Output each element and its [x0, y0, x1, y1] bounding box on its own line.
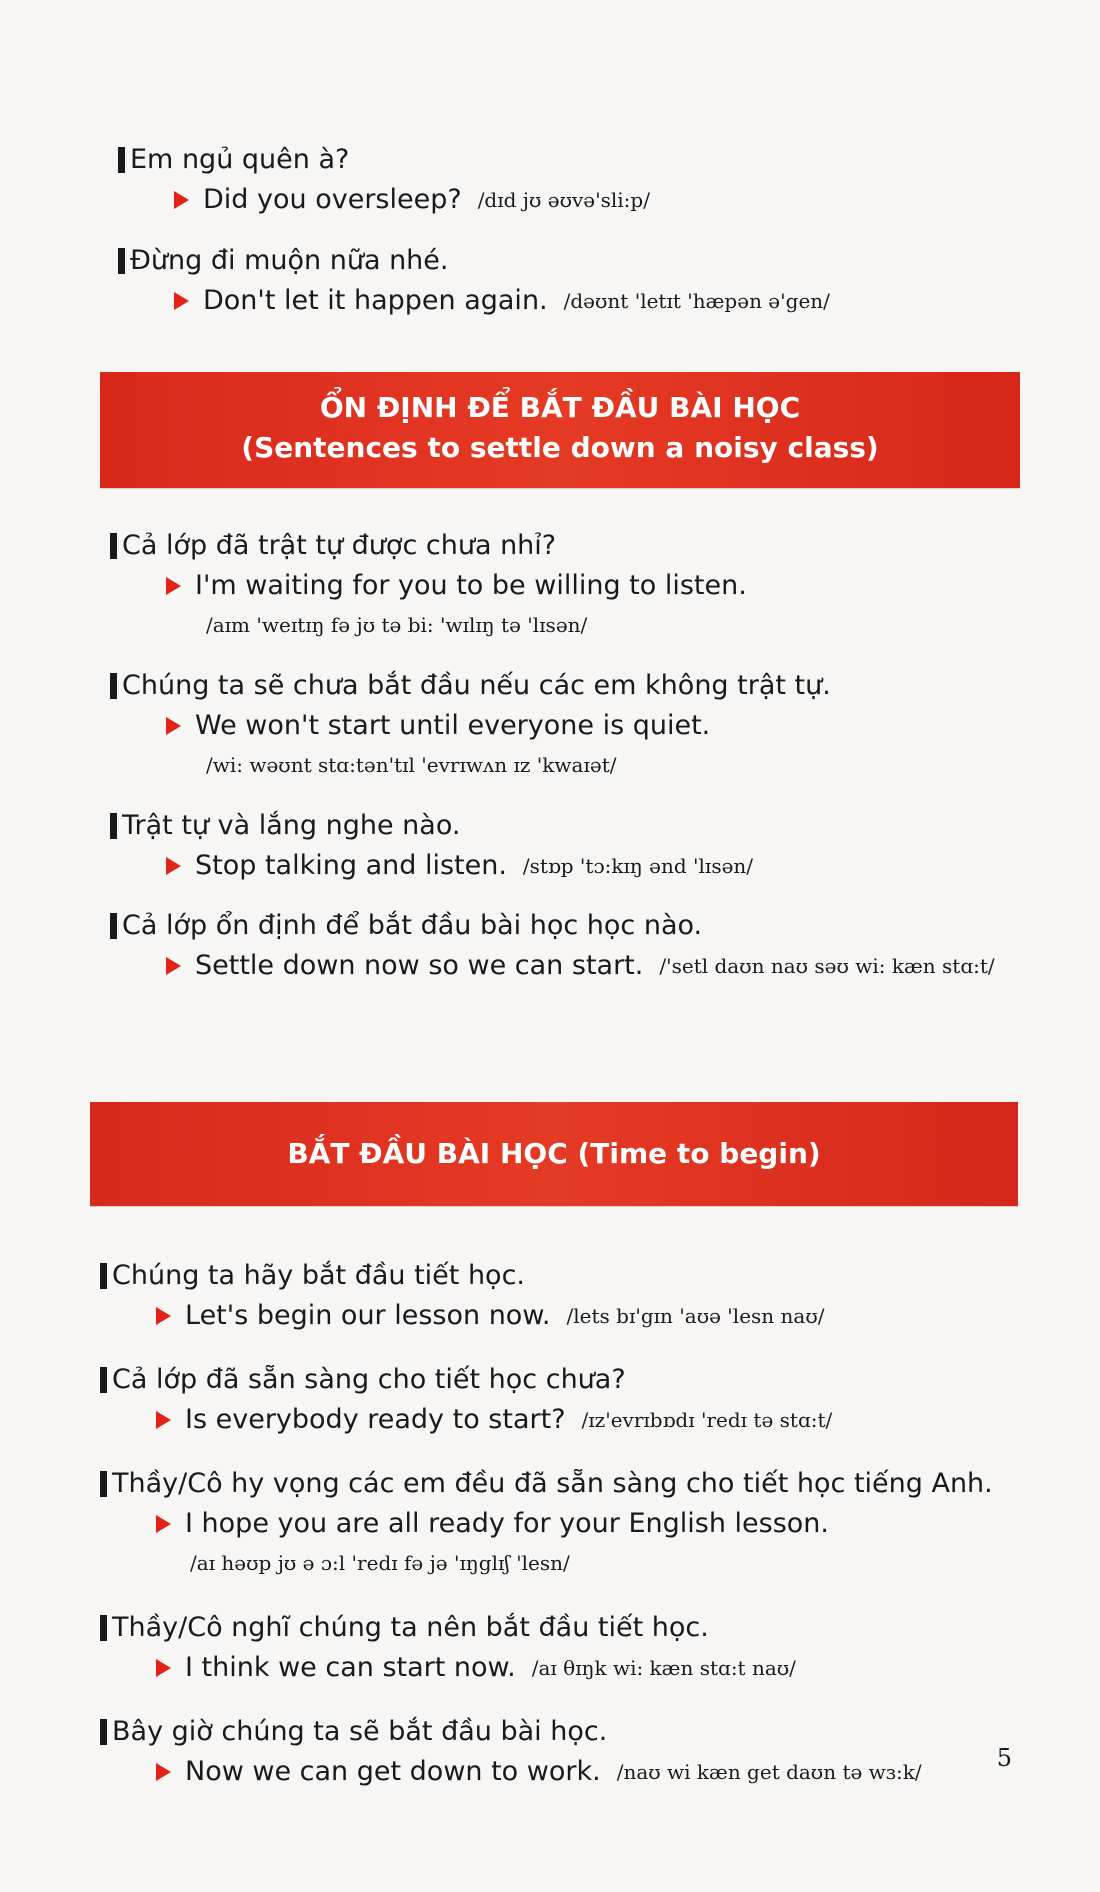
vietnamese-phrase: Cả lớp ổn định để bắt đầu bài học học nào. [122, 910, 703, 941]
section-banner-settle-down [100, 372, 1020, 488]
phrase-entry [100, 1362, 832, 1438]
red-triangle-arrow-icon [156, 1515, 171, 1533]
black-bar-marker-icon [100, 1719, 107, 1745]
red-triangle-arrow-icon [166, 957, 181, 975]
phrase-entry [100, 1610, 796, 1686]
english-phrase: I think we can start now. [185, 1652, 516, 1683]
phrase-entry [118, 142, 650, 218]
phrase-entry [118, 243, 830, 319]
black-bar-marker-icon [100, 1263, 107, 1289]
english-phrase: Let's begin our lesson now. [185, 1300, 551, 1331]
page-number: 5 [996, 1744, 1012, 1772]
vietnamese-phrase: Bây giờ chúng ta sẽ bắt đầu bài học. [112, 1716, 608, 1747]
ipa-transcription: /aɪm 'weɪtɪŋ fə jʊ tə bi: 'wɪlɪŋ tə 'lɪsən/ [206, 613, 588, 637]
english-phrase: Did you oversleep? [203, 184, 462, 215]
english-phrase: I hope you are all ready for your English lesson. [185, 1508, 829, 1539]
phrase-entry [110, 908, 995, 984]
ipa-transcription: /ɪz'evrɪbɒdɪ 'redɪ tə stɑ:t/ [581, 1408, 833, 1432]
red-triangle-arrow-icon [156, 1659, 171, 1677]
red-triangle-arrow-icon [156, 1411, 171, 1429]
phrase-entry [100, 1714, 922, 1790]
red-triangle-arrow-icon [166, 717, 181, 735]
red-triangle-arrow-icon [166, 857, 181, 875]
red-triangle-arrow-icon [156, 1307, 171, 1325]
section-subtitle: (Sentences to settle down a noisy class) [241, 431, 879, 464]
english-phrase: Stop talking and listen. [195, 850, 507, 881]
section-title: ỔN ĐỊNH ĐỂ BẮT ĐẦU BÀI HỌC [319, 391, 801, 424]
english-phrase: I'm waiting for you to be willing to listen. [195, 570, 747, 601]
black-bar-marker-icon [110, 673, 117, 699]
english-phrase: Now we can get down to work. [185, 1756, 601, 1787]
phrase-entry [110, 528, 747, 640]
black-bar-marker-icon [118, 248, 125, 274]
english-phrase: Is everybody ready to start? [185, 1404, 566, 1435]
phrase-entry [110, 808, 753, 884]
black-bar-marker-icon [110, 533, 117, 559]
phrase-entry [110, 668, 831, 780]
vietnamese-phrase: Chúng ta hãy bắt đầu tiết học. [112, 1260, 526, 1291]
ipa-transcription: /dɪd jʊ əʊvə'sli:p/ [477, 188, 650, 212]
red-triangle-arrow-icon [174, 292, 189, 310]
vietnamese-phrase: Thầy/Cô hy vọng các em đều đã sẵn sàng cho tiết học tiếng Anh. [112, 1468, 993, 1499]
english-phrase: We won't start until everyone is quiet. [195, 710, 711, 741]
vietnamese-phrase: Trật tự và lắng nghe nào. [122, 810, 461, 841]
ipa-transcription: /'setl daʊn naʊ səʊ wi: kæn stɑ:t/ [659, 954, 995, 978]
black-bar-marker-icon [100, 1471, 107, 1497]
ipa-transcription: /aɪ θɪŋk wi: kæn stɑ:t naʊ/ [531, 1656, 796, 1680]
vietnamese-phrase: Cả lớp đã sẵn sàng cho tiết học chưa? [112, 1364, 626, 1395]
section-banner-time-to-begin [90, 1102, 1018, 1206]
vietnamese-phrase: Đừng đi muộn nữa nhé. [130, 245, 449, 276]
section-title: BẮT ĐẦU BÀI HỌC (Time to begin) [287, 1137, 821, 1170]
english-phrase: Don't let it happen again. [203, 285, 548, 316]
red-triangle-arrow-icon [156, 1763, 171, 1781]
ipa-transcription: /wi: wəʊnt stɑ:tən'tɪl 'evrɪwʌn ɪz 'kwaɪət/ [206, 753, 617, 777]
black-bar-marker-icon [100, 1367, 107, 1393]
vietnamese-phrase: Thầy/Cô nghĩ chúng ta nên bắt đầu tiết học. [112, 1612, 709, 1643]
black-bar-marker-icon [110, 813, 117, 839]
ipa-transcription: /aɪ həʊp jʊ ə ɔ:l 'redɪ fə jə 'ɪŋglɪʃ 'lesn/ [190, 1551, 570, 1575]
red-triangle-arrow-icon [166, 577, 181, 595]
red-triangle-arrow-icon [174, 191, 189, 209]
black-bar-marker-icon [110, 913, 117, 939]
phrase-entry [100, 1466, 993, 1578]
ipa-transcription: /naʊ wi kæn get daʊn tə wɜ:k/ [616, 1760, 922, 1784]
ipa-transcription: /stɒp 'tɔ:kɪŋ ənd 'lɪsən/ [522, 854, 754, 878]
vietnamese-phrase: Cả lớp đã trật tự được chưa nhỉ? [122, 530, 557, 561]
ipa-transcription: /lets bɪ'gɪn 'aʊə 'lesn naʊ/ [566, 1304, 825, 1328]
black-bar-marker-icon [100, 1615, 107, 1641]
ipa-transcription: /dəʊnt 'letɪt 'hæpən ə'gen/ [563, 289, 830, 313]
vietnamese-phrase: Chúng ta sẽ chưa bắt đầu nếu các em không trật tự. [122, 670, 831, 701]
english-phrase: Settle down now so we can start. [195, 950, 644, 981]
vietnamese-phrase: Em ngủ quên à? [130, 144, 350, 175]
black-bar-marker-icon [118, 147, 125, 173]
phrase-entry [100, 1258, 824, 1334]
